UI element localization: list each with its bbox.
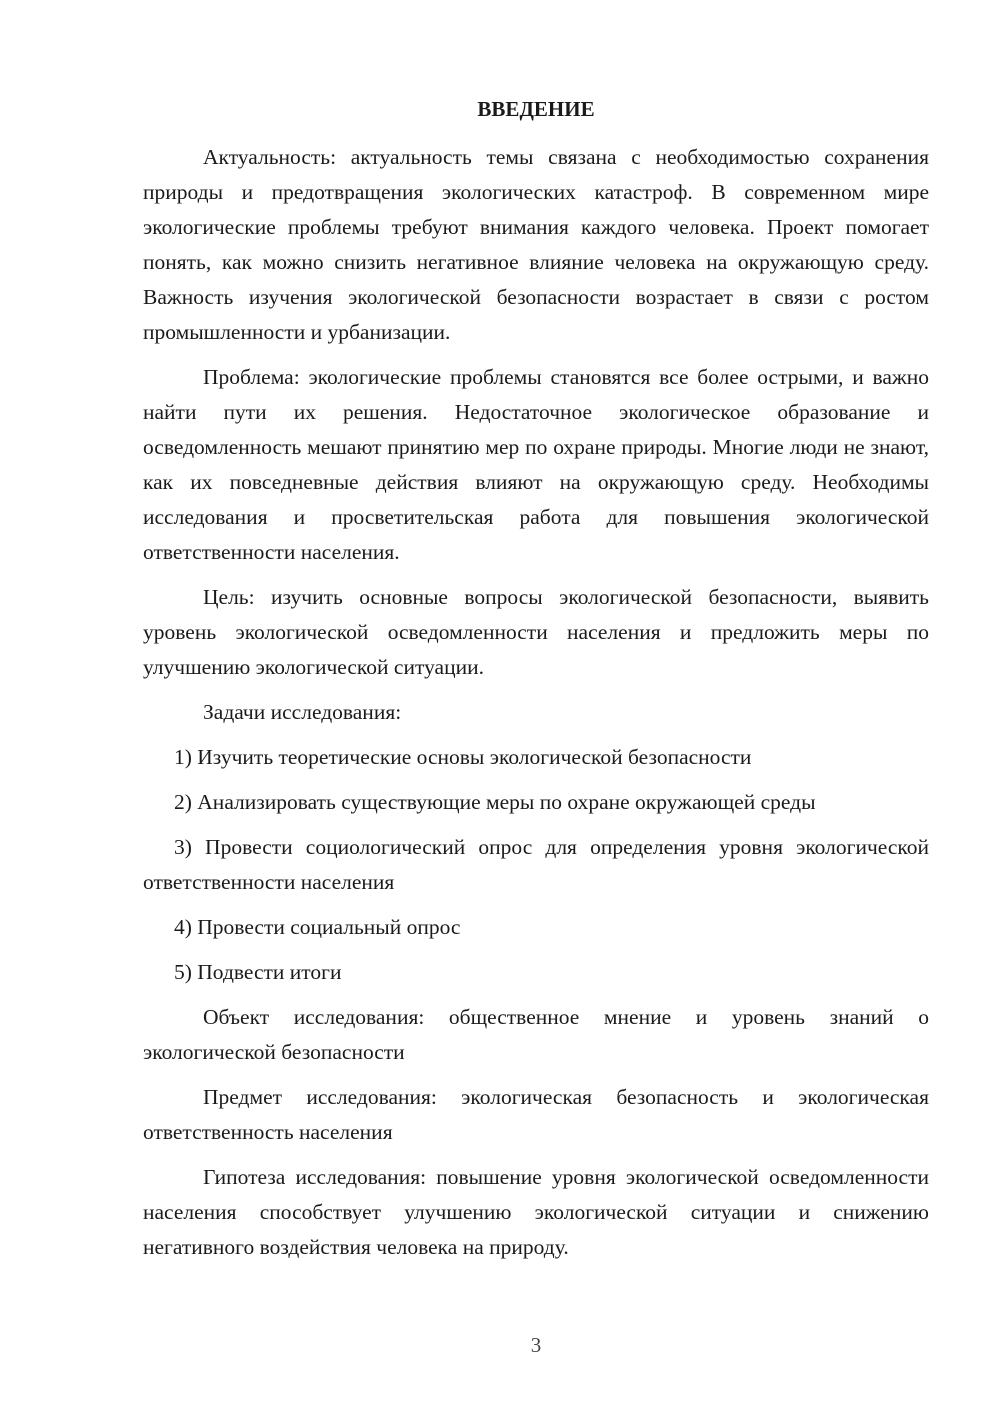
list-item: 4) Провести социальный опрос: [174, 915, 461, 939]
tasks-list: [143, 740, 929, 990]
document-page: [143, 92, 929, 1265]
page-number: 3: [530, 1333, 542, 1357]
paragraph-problem: Проблема: экологические проблемы становятся все более острыми, и важно найти пути их решения. Недостаточное экологическое образование и осведомленность мешают принятию мер по охране природы. Многие люди не знают, как их повседневные действия влияют на окружающую среду. Необходимы исследования и просветительская работа для повышения экологической ответственности населения.: [143, 365, 929, 564]
tasks-heading: Задачи исследования:: [203, 700, 402, 724]
paragraph-relevance: Актуальность: актуальность темы связана с необходимостью сохранения природы и предотвращения экологических катастроф. В современном мире экологические проблемы требуют внимания каждого человека. Проект помогает понять, как можно снизить негативное влияние человека на окружающую среду. Важность изучения экологической безопасности возрастает в связи с ростом промышленности и урбанизации.: [143, 145, 929, 344]
list-item: 2) Анализировать существующие меры по охране окружающей среды: [174, 790, 816, 814]
list-item: 5) Подвести итоги: [174, 960, 342, 984]
list-item: 1) Изучить теоретические основы экологической безопасности: [174, 745, 752, 769]
list-item: 3) Провести социологический опрос для определения уровня экологической ответственности населения: [143, 835, 929, 894]
paragraph-goal: Цель: изучить основные вопросы экологической безопасности, выявить уровень экологической осведомленности населения и предложить меры по улучшению экологической ситуации.: [143, 585, 929, 679]
paragraph-hypothesis: Гипотеза исследования: повышение уровня экологической осведомленности населения способствует улучшению экологической ситуации и снижению негативного воздействия человека на природу.: [143, 1165, 929, 1259]
section-title: ВВЕДЕНИЕ: [477, 97, 595, 121]
paragraph-object: Объект исследования: общественное мнение и уровень знаний о экологической безопасности: [143, 1005, 929, 1064]
paragraph-subject: Предмет исследования: экологическая безопасность и экологическая ответственность населения: [143, 1085, 929, 1144]
